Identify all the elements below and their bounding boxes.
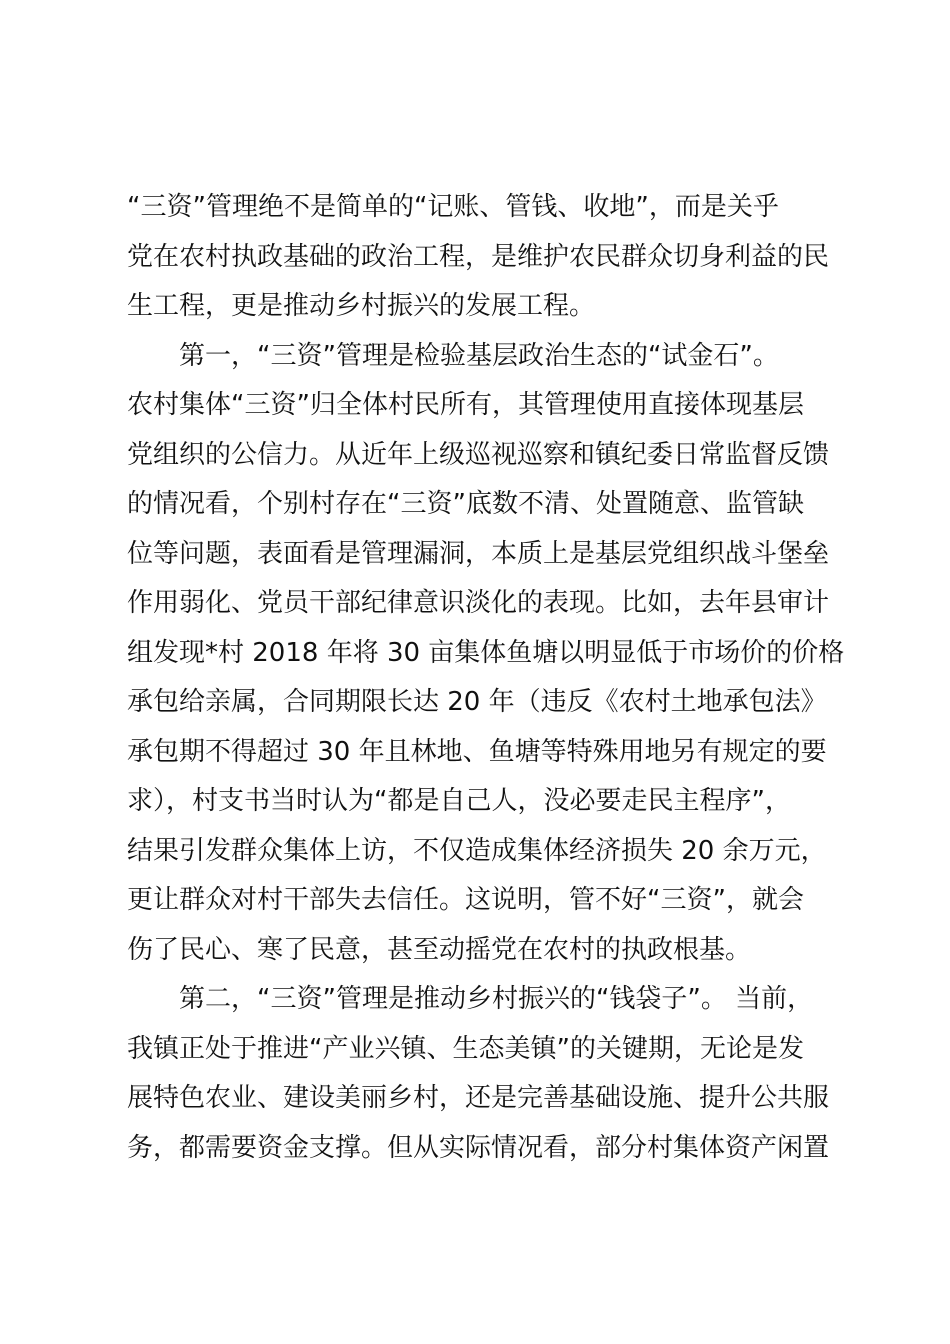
- text-line: 伤了民心、寒了民意，甚至动摇党在农村的执政根基。: [127, 934, 752, 965]
- text-line: 组发现*村 2018 年将 30 亩集体鱼塘以明显低于市场价的价格: [127, 637, 845, 668]
- paragraph-intro: [127, 183, 847, 332]
- paragraph-first-point: [127, 332, 847, 976]
- document-body: [127, 183, 847, 1173]
- text-line: 党组织的公信力。从近年上级巡视巡察和镇纪委日常监督反馈: [127, 439, 830, 470]
- text-line: 第一，“三资”管理是检验基层政治生态的“试金石”。: [127, 340, 779, 371]
- text-line: 更让群众对村干部失去信任。这说明，管不好“三资”，就会: [127, 885, 804, 915]
- text-line: 展特色农业、建设美丽乡村，还是完善基础设施、提升公共服: [127, 1083, 830, 1113]
- paragraph-second-point: [127, 975, 847, 1173]
- text-line: 求），村支书当时认为“都是自己人，没必要走民主程序”，: [127, 786, 791, 816]
- text-line: 承包给亲属，合同期限长达 20 年（违反《农村土地承包法》: [127, 687, 827, 717]
- text-line: 第二，“三资”管理是推动乡村振兴的“钱袋子”。 当前，: [127, 984, 814, 1014]
- text-line: 我镇正处于推进“产业兴镇、生态美镇”的关键期，无论是发: [127, 1033, 804, 1064]
- text-line: 结果引发群众集体上访，不仅造成集体经济损失 20 余万元，: [127, 835, 827, 866]
- text-line: 农村集体“三资”归全体村民所有，其管理使用直接体现基层: [127, 390, 804, 420]
- text-line: 位等问题，表面看是管理漏洞，本质上是基层党组织战斗堡垒: [127, 538, 830, 569]
- text-line: 的情况看，个别村存在“三资”底数不清、处置随意、监管缺: [127, 489, 804, 519]
- text-line: 务，都需要资金支撑。但从实际情况看，部分村集体资产闲置: [127, 1132, 830, 1163]
- text-line: 承包期不得超过 30 年且林地、鱼塘等特殊用地另有规定的要: [127, 736, 827, 767]
- text-line: 党在农村执政基础的政治工程，是维护农民群众切身利益的民: [127, 241, 830, 272]
- text-line: 生工程，更是推动乡村振兴的发展工程。: [127, 291, 596, 321]
- text-line: 作用弱化、党员干部纪律意识淡化的表现。比如，去年县审计: [127, 588, 830, 618]
- text-line: “三资”管理绝不是简单的“记账、管钱、收地”，而是关乎: [127, 192, 779, 222]
